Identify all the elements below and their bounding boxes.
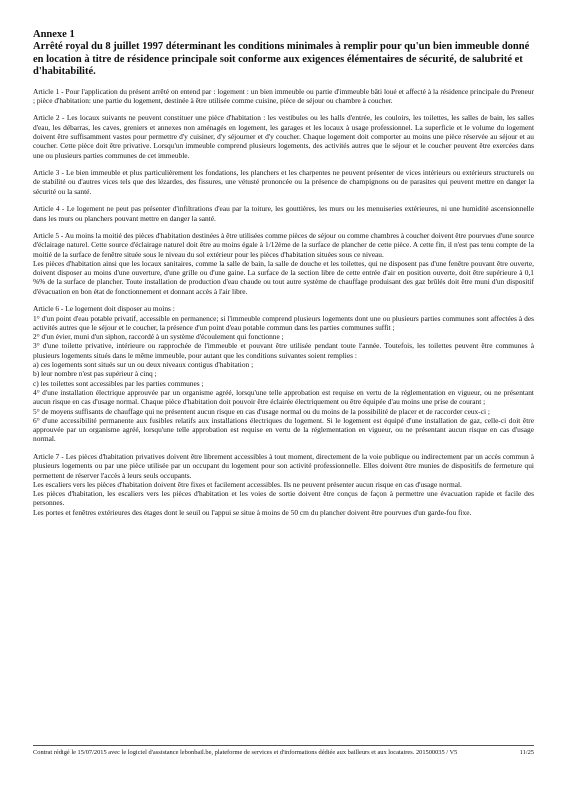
paragraph: a) ces logements sont situés sur un ou deux niveaux contigus d'habitation ; [33,360,254,370]
paragraph: 4° d'une installation électrique approuvée par un organisme agréé, lorsqu'une telle approbation est requise en vertu de la réglementation en vigueur, ou ne présentant aucun risque en cas d'usage normal. Chaque pièce d'habitation doit pouvoir être éclairée électriquement ou être équipée d'au moins une prise de courant ; [33,387,534,407]
paragraph: Les escaliers vers les pièces d'habitation doivent être fixes et facilement accessibles. Ils ne peuvent présenter aucun risque en cas d'usage normal. [33,479,462,489]
paragraph: Article 1 - Pour l'application du présent arrêté on entend par : logement : un bien immeuble ou partie d'immeuble bâti loué et affecté à la résidence principale du Preneur ; pièce d'habitation: une partie du logement, destinée à être utilisée comme cuisine, pièce de séjour ou chambre à coucher. [33,86,534,105]
paragraph: Les portes et fenêtres extérieures des étages dont le seuil ou l'appui se situe à moins de 50 cm du plancher doivent être pourvues d'un garde-fou fixe. [33,507,472,517]
paragraph: Article 5 - Au moins la moitié des pièces d'habitation destinées à être utilisées comme pièces de séjour ou comme chambres à coucher doivent être pourvues d'une source d'éclairage naturel. Cette source d'éclairage naturel doit être au moins égale à 1/12ème de la surface de plancher de cette pièce. A cette fin, il n'est pas tenu compte de la moitié de la surface de fenêtre située sous le niveau du sol extérieur pour les pièces d'habitation situées sous ce niveau. [33,231,534,259]
paragraph: Les pièces d'habitation ainsi que les locaux sanitaires, comme la salle de bain, la salle de douche et les toilettes, qui ne disposent pas d'une fenêtre pouvant être ouverte, doivent disposer au moins d'une ouverture, d'une grille ou d'une gaine. La surface de la section libre de cette entrée d'air en position ouverte, doit être supérieure à 0,1 %% de la surface de plancher. Toute installation de production d'eau chaude ou tout autre système de chauffage produisant des gaz brûlés doit être muni d'un dispositif d'évacuation en bon état de fonctionnement et donnant accès à l'air libre. [33,258,534,296]
document-body [33,87,534,517]
paragraph: 6° d'une accessibilité permanente aux fusibles relatifs aux installations électriques du logement. Si le logement est équipé d'une installation de gaz, celle-ci doit être approuvée par un organisme agréé, lorsqu'une telle approbation est requise en vertu de la réglementation en vigueur, ou ne présentant aucun risque en cas d'usage normal. [33,415,534,444]
document-title: Arrêté royal du 8 juillet 1997 déterminant les conditions minimales à remplir pour qu'un bien immeuble donné en location à titre de résidence principale soit conforme aux exigences élémentaires de sécurité, de salubrité et d'habitabilité. [33,41,530,77]
paragraph: 3° d'une toilette privative, intérieure ou rapprochée de l'immeuble et pouvant être utilisée pendant toute l'année. Toutefois, les toilettes peuvent être communes à plusieurs logements situés dans le même immeuble, pour autant que les conditions suivantes soient remplies : [33,341,534,360]
paragraph: Article 3 - Le bien immeuble et plus particulièrement les fondations, les planchers et les charpentes ne peuvent présenter de vices intérieurs ou extérieurs structurels ou de stabilité ou d'autres vices tels que des lézardes, des fissures, une vétusté prononcée ou la présence de champignons ou de parasites qui peuvent mettre en danger la sécurité ou la santé. [33,168,534,196]
paragraph: Article 2 - Les locaux suivants ne peuvent constituer une pièce d'habitation : les vestibules ou les halls d'entrée, les couloirs, les toilettes, les salles de bain, les salles d'eau, les débarras, les caves, greniers et annexes non aménagés en logement, les garages et les locaux à usage professionnel. La superficie et le volume du logement doivent être suffisamment vastes pour permettre d'y cuisiner, d'y séjourner et d'y coucher. Chaque logement doit comporter au moins une pièce réservée au séjour et au coucher. Cette pièce doit être privative. Lorsqu'un immeuble comprend plusieurs logements, des activités autres que le séjour et le coucher peuvent être exercées dans une ou plusieurs parties communes de cet immeuble. [33,113,534,160]
annex-heading: Annexe 1 [33,29,75,40]
paragraph: c) les toilettes sont accessibles par les parties communes ; [33,378,204,388]
paragraph: Article 6 - Le logement doit disposer au moins : [33,304,175,314]
paragraph: 5° de moyens suffisants de chauffage qui ne présentent aucun risque en cas d'usage normal ou du moins de la possibilité de placer et de raccorder ceux-ci ; [33,406,490,416]
paragraph: 2° d'un évier, muni d'un siphon, raccordé à un système d'écoulement qui fonctionne ; [33,332,284,342]
paragraph: 1° d'un point d'eau potable privatif, accessible en permanence; si l'immeuble comprend plusieurs logements dont une ou plusieurs parties communes sont affectées à des activités autres que le séjour et le coucher, la présence d'un point d'eau potable commun dans les parties communes suffit ; [33,313,534,332]
paragraph: Article 4 - Le logement ne peut pas présenter d'infiltrations d'eau par la toiture, les gouttières, les murs ou les menuiseries extérieures, ni une humidité ascensionnelle dans les murs ou planchers pouvant mettre en danger la santé. [33,204,534,223]
paragraph: Article 7 - Les pièces d'habitation privatives doivent être librement accessibles à tout moment, directement de la voie publique ou indirectement par un accès commun à plusieurs logements ou par une pièce utilisée par un occupant du logement pour son activité professionnelle. Elles doivent être munies de dispositifs de fermeture qui permettent de réserver l'accès à leurs seuls occupants. [33,451,534,480]
paragraph: b) leur nombre n'est pas supérieur à cinq ; [33,369,157,379]
footer-text: Contrat rédigé le 15/07/2015 avec le logiciel d'assistance lebonbail.be, plateforme de services et d'informations dédiée aux bailleurs et aux locataires. 201500035 / V5 [33,749,458,756]
paragraph: Les pièces d'habitation, les escaliers vers les pièces d'habitation et les voies de sortie doivent être conçus de façon à permettre une évacuation rapide et facile des personnes. [33,489,534,508]
page-number: 11/25 [519,749,534,756]
page-footer [33,745,534,757]
